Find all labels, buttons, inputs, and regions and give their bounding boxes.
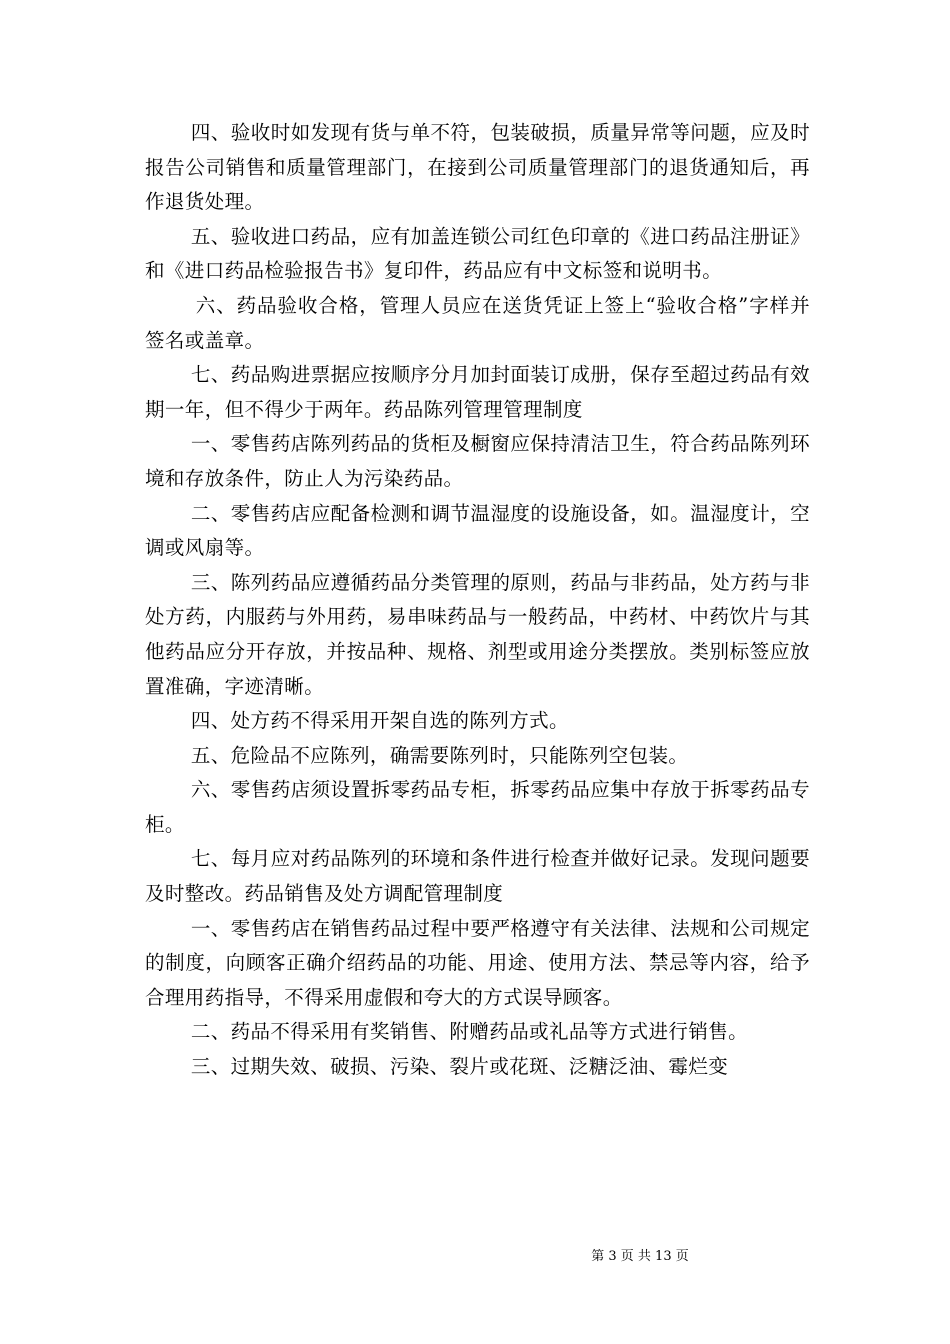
paragraph: 七、每月应对药品陈列的环境和条件进行检查并做好记录。发现问题要及时整改。药品销售及处方调配管理制度	[145, 847, 810, 906]
document-body	[145, 116, 810, 1085]
paragraph: 二、药品不得采用有奖销售、附赠药品或礼品等方式进行销售。	[190, 1020, 749, 1044]
paragraph: 四、验收时如发现有货与单不符，包装破损，质量异常等问题，应及时报告公司销售和质量管理部门，在接到公司质量管理部门的退货通知后，再作退货处理。	[145, 121, 810, 214]
paragraph: 三、过期失效、破损、污染、裂片或花斑、泛糖泛油、霉烂变	[190, 1055, 729, 1079]
paragraph: 六、药品验收合格，管理人员应在送货凭证上签上“验收合格”字样并签名或盖章。	[145, 293, 810, 352]
paragraph: 二、零售药店应配备检测和调节温湿度的设施设备，如。温湿度计，空调或风扇等。	[145, 501, 810, 560]
paragraph: 五、危险品不应陈列，确需要陈列时，只能陈列空包装。	[190, 743, 689, 767]
paragraph: 一、零售药店在销售药品过程中要严格遵守有关法律、法规和公司规定的制度，向顾客正确介绍药品的功能、用途、使用方法、禁忌等内容，给予合理用药指导，不得采用虚假和夸大的方式误导顾客。	[145, 916, 810, 1009]
paragraph: 七、药品购进票据应按顺序分月加封面装订成册，保存至超过药品有效期一年，但不得少于两年。药品陈列管理管理制度	[145, 363, 810, 421]
paragraph: 四、处方药不得采用开架自选的陈列方式。	[190, 709, 569, 733]
paragraph: 一、零售药店陈列药品的货柜及橱窗应保持清洁卫生，符合药品陈列环境和存放条件，防止人为污染药品。	[145, 432, 810, 490]
paragraph: 三、陈列药品应遵循药品分类管理的原则，药品与非药品，处方药与非处方药，内服药与外用药，易串味药品与一般药品，中药材、中药饮片与其他药品应分开存放，并按品种、规格、剂型或用途分类摆放。类别标签应放置准确，字迹清晰。	[145, 570, 810, 698]
page-number-footer: 第 3 页 共 13 页	[591, 1249, 689, 1264]
paragraph: 六、零售药店须设置拆零药品专柜，拆零药品应集中存放于拆零药品专柜。	[145, 778, 810, 836]
paragraph: 五、验收进口药品，应有加盖连锁公司红色印章的《进口药品注册证》和《进口药品检验报告书》复印件，药品应有中文标签和说明书。	[145, 224, 810, 283]
